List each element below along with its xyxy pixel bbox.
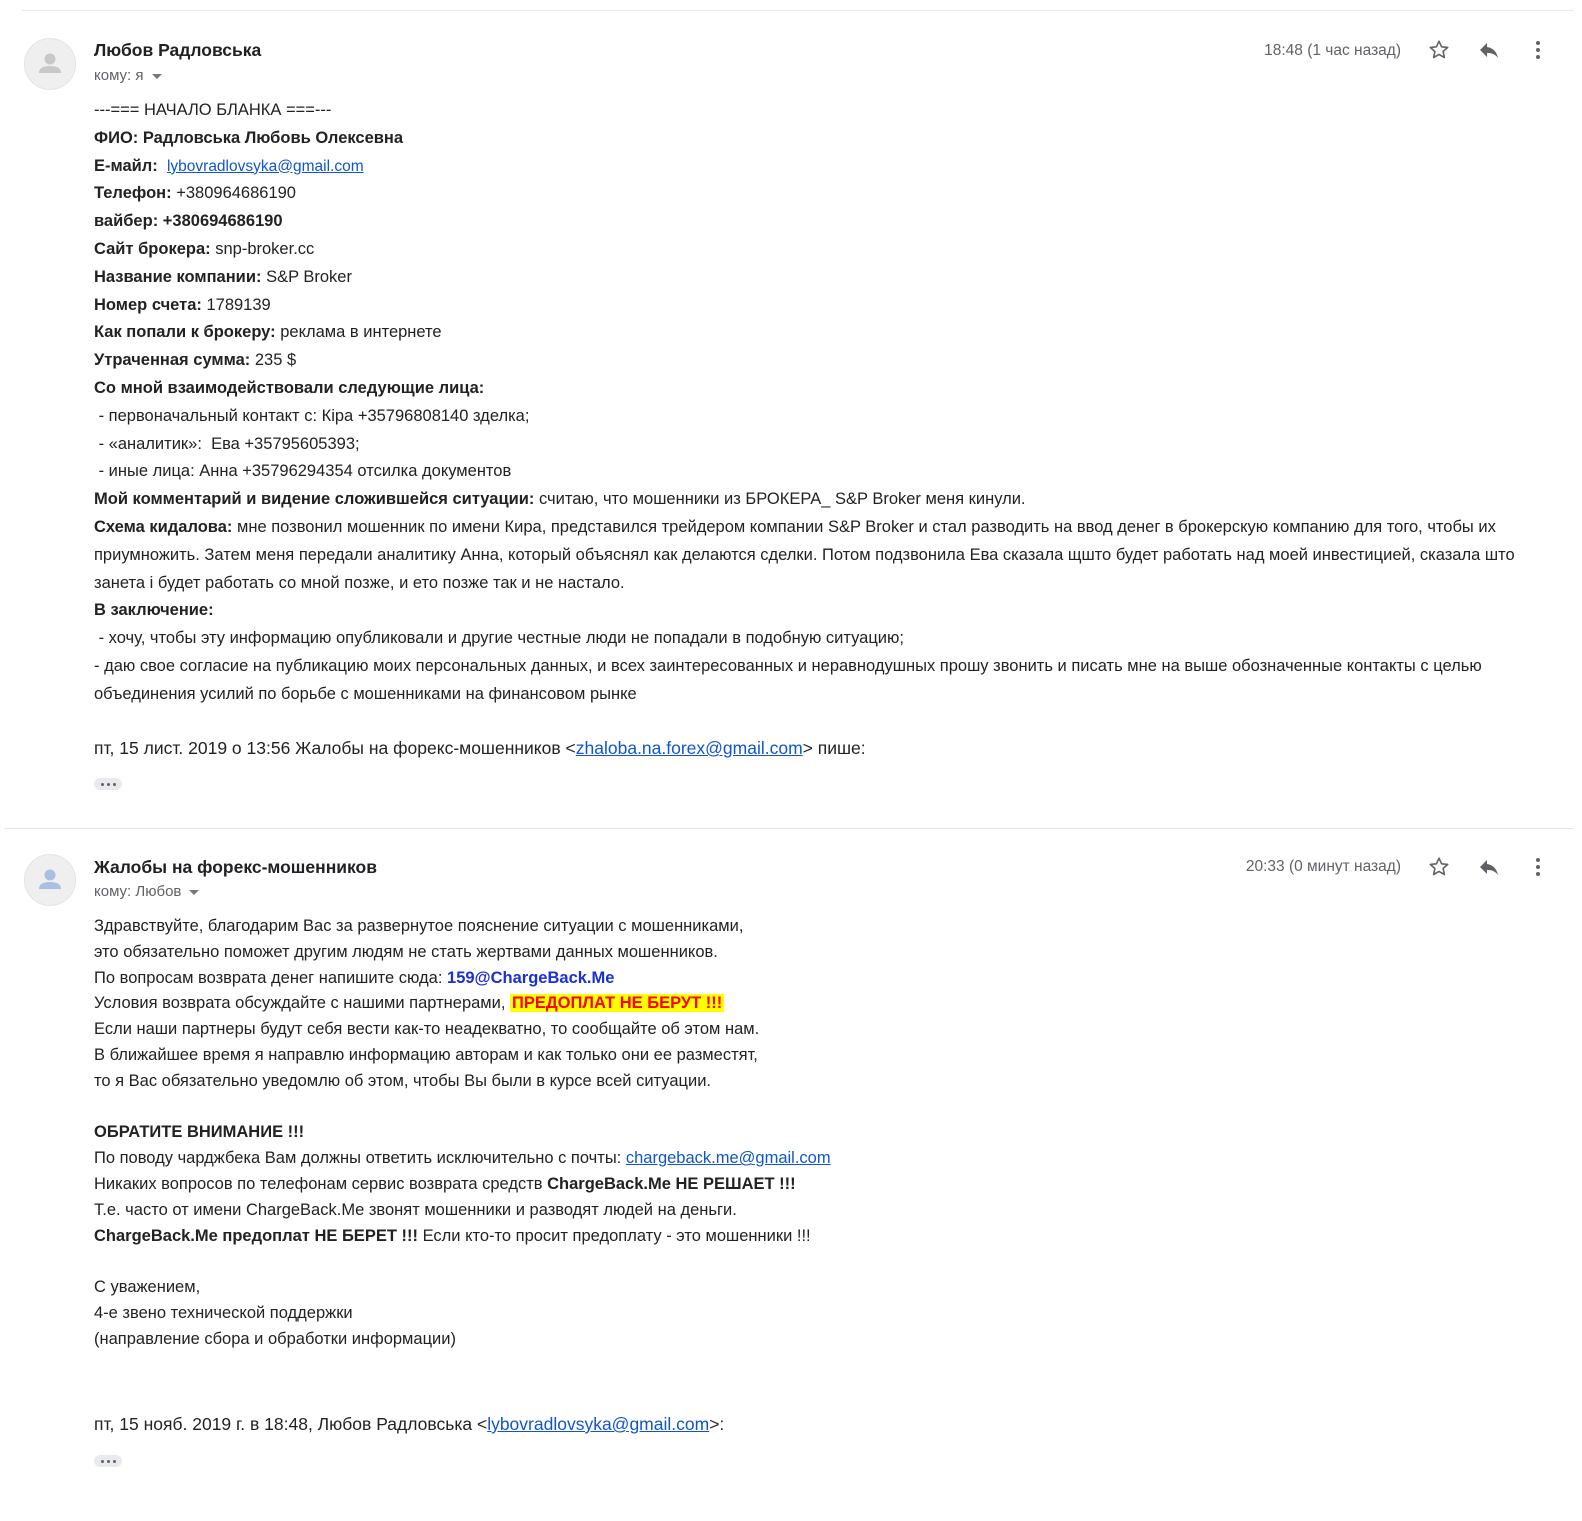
field-account: Номер счета: 1789139 [94, 295, 271, 314]
field-conclusion: В заключение: [94, 601, 214, 620]
body-line: По вопросам возврата денег напишите сюда: 159@ChargeBack.Me [94, 968, 615, 987]
recipient-label: кому: я [94, 67, 144, 84]
quoted-header: пт, 15 лист. 2019 о 13:56 Жалобы на форекс-мошенников <zhaloba.na.forex@gmail.com> пише: [94, 738, 866, 758]
person-item: - «аналитик»: Ева +35795605393; [94, 434, 360, 453]
sender-name: Любов Радловська [94, 40, 262, 60]
body-line: Никаких вопросов по телефонам сервис возврата средств ChargeBack.Me НЕ РЕШАЕТ !!! [94, 1174, 796, 1193]
field-scheme: Схема кидалова: мне позвонил мошенник по имени Кира, представился трейдером компании S&P Broker и стал разводить на ввод денег в брокерскую компанию для того, чтобы их приумножить. Затем меня передали аналитику Анна, который объяснял как делаются сделки. Потом подзвонила Ева сказала щшто будет работать над моей инвестицией, сказала што занета і будет работать со мной позже, и ето позже так и не настало. [94, 517, 1515, 592]
field-how: Как попали к брокеру: реклама в интернете [94, 323, 442, 342]
more-vert-icon [1526, 855, 1550, 879]
reply-icon [1477, 855, 1501, 879]
field-viber: вайбер: +380694686190 [94, 212, 283, 231]
body-line: В ближайшее время я направлю информацию авторам и как только они ее разместят, [94, 1045, 758, 1064]
sender-name: Жалобы на форекс-мошенников [94, 857, 377, 877]
chargeback-gmail-link[interactable]: chargeback.me@gmail.com [625, 1149, 831, 1168]
quoted-email-link[interactable]: zhaloba.na.forex@gmail.com [575, 738, 803, 758]
recipient-dropdown[interactable] [94, 67, 162, 84]
no-prepayment-highlight: ПРЕДОПЛАТ НЕ БЕРУТ !!! [512, 994, 723, 1013]
reply-button[interactable] [1475, 36, 1503, 64]
caret-down-icon [189, 890, 199, 895]
message-divider [4, 828, 1574, 829]
email-link[interactable]: lybovradlovsyka@gmail.com [166, 157, 364, 175]
star-button[interactable] [1425, 36, 1453, 64]
person-item: - первоначальный контакт с: Кіра +35796808140 зделка; [94, 406, 530, 425]
message-body [94, 914, 1542, 1353]
recipient-label: кому: Любов [94, 883, 182, 900]
timestamp: 20:33 (0 минут назад) [1245, 858, 1401, 875]
field-email: Е-майл: lybovradlovsyka@gmail.com [94, 156, 364, 175]
ellipsis-icon [101, 1460, 104, 1463]
body-line: ChargeBack.Me предоплат НЕ БЕРЕТ !!! Если кто-то просит предоплату - это мошенники !!! [94, 1226, 811, 1245]
show-trimmed-content-button[interactable] [94, 1455, 122, 1467]
body-line: Здравствуйте, благодарим Вас за развернутое пояснение ситуации с мошенниками, [94, 917, 744, 935]
field-comment: Мой комментарий и видение сложившейся ситуации: считаю, что мошенники из БРОКЕРА_ S&P Broker меня кинули. [94, 490, 1026, 509]
more-options-button[interactable] [1524, 36, 1552, 64]
signature-regards: С уважением, [94, 1278, 201, 1297]
caret-down-icon [152, 74, 162, 79]
body-line: Условия возврата обсуждайте с нашими партнерами, ПРЕДОПЛАТ НЕ БЕРУТ !!! [94, 994, 723, 1013]
email-message-2 [0, 836, 1582, 1521]
avatar[interactable] [24, 38, 76, 90]
reply-button[interactable] [1475, 853, 1503, 881]
quoted-email-link[interactable]: lybovradlovsyka@gmail.com [487, 1414, 710, 1434]
signature-line: (направление сбора и обработки информации) [94, 1329, 456, 1348]
field-persons: Со мной взаимодействовали следующие лица: [94, 378, 485, 397]
message-body [94, 97, 1542, 709]
avatar[interactable] [24, 854, 76, 906]
signature-line: 4-е звено технической поддержки [94, 1303, 353, 1322]
person-icon [25, 855, 75, 905]
ellipsis-icon [101, 783, 104, 786]
body-line: Если наши партнеры будут себя вести как-то неадекватно, то сообщайте об этом нам. [94, 1020, 760, 1039]
conclusion-item: - хочу, чтобы эту информацию опубликовали и другие честные люди не попадали в подобную ситуацию; [94, 629, 904, 648]
body-line: Т.е. часто от имени ChargeBack.Me звонят мошенники и разводят людей на деньги. [94, 1200, 737, 1219]
person-item: - иные лица: Анна +35796294354 отсилка документов [94, 462, 512, 481]
star-icon [1427, 38, 1451, 62]
person-icon [25, 39, 75, 89]
more-vert-icon [1526, 38, 1550, 62]
body-line: это обязательно поможет другим людям не стать жертвами данных мошенников. [94, 942, 718, 961]
recipient-dropdown[interactable] [94, 883, 199, 900]
timestamp: 18:48 (1 час назад) [1264, 42, 1401, 59]
body-line: то я Вас обязательно уведомлю об этом, чтобы Вы были в курсе всей ситуации. [94, 1071, 712, 1090]
show-trimmed-content-button[interactable] [94, 778, 122, 790]
more-options-button[interactable] [1524, 853, 1552, 881]
chargeback-email: 159@ChargeBack.Me [447, 968, 615, 987]
body-line: По поводу чарджбека Вам должны ответить исключительно с почты: chargeback.me@gmail.com [94, 1149, 831, 1168]
field-site: Сайт брокера: snp-broker.cc [94, 239, 315, 258]
attention-heading: ОБРАТИТЕ ВНИМАНИЕ !!! [94, 1123, 305, 1142]
field-fio: ФИО: Радловська Любовь Олексевна [94, 128, 404, 147]
star-button[interactable] [1425, 853, 1453, 881]
field-company: Название компании: S&P Broker [94, 267, 352, 286]
star-icon [1427, 855, 1451, 879]
conclusion-item: - даю свое согласие на публикацию моих персональных данных, и всех заинтересованных и неравнодушных прошу звонить и писать мне на выше обозначенные контакты с целью объединения усилий по борьбе с мошенниками на финансовом рынке [94, 656, 1482, 703]
quoted-header: пт, 15 нояб. 2019 г. в 18:48, Любов Радловська <lybovradlovsyka@gmail.com>: [94, 1414, 725, 1434]
field-lost-sum: Утраченная сумма: 235 $ [94, 351, 297, 370]
form-header: ---=== НАЧАЛО БЛАНКА ===--- [94, 101, 332, 119]
reply-icon [1477, 38, 1501, 62]
field-phone: Телефон: +380964686190 [94, 184, 296, 203]
